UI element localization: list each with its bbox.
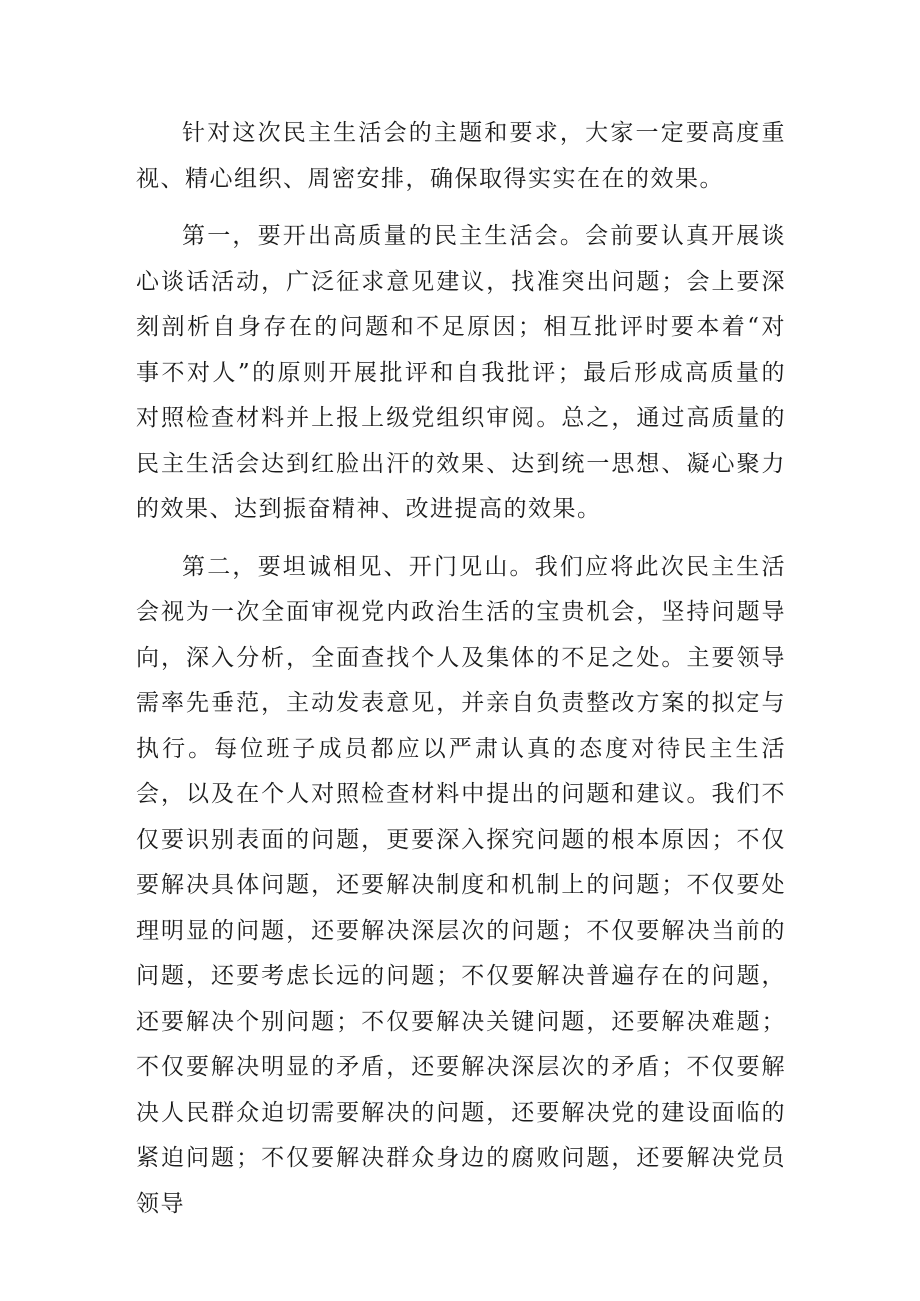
paragraph-first-point: 第一，要开出高质量的民主生活会。会前要认真开展谈心谈话活动，广泛征求意见建议，找准突出问题；会上要深刻剖析自身存在的问题和不足原因；相互批评时要本着“对事不对人”的原则开展批评和自我批评；最后形成高质量的对照检查材料并上报上级党组织审阅。总之，通过高质量的民主生活会达到红脸出汗的效果、达到统一思想、凝心聚力的效果、达到振奋精神、改进提高的效果。 (136, 223, 786, 522)
document-body (136, 111, 786, 1227)
paragraph-intro: 针对这次民主生活会的主题和要求，大家一定要高度重视、精心组织、周密安排，确保取得实实在在的效果。 (136, 120, 786, 192)
paragraph-second-point: 第二，要坦诚相见、开门见山。我们应将此次民主生活会视为一次全面审视党内政治生活的宝贵机会，坚持问题导向，深入分析，全面查找个人及集体的不足之处。主要领导需率先垂范，主动发表意见，并亲自负责整改方案的拟定与执行。每位班子成员都应以严肃认真的态度对待民主生活会，以及在个人对照检查材料中提出的问题和建议。我们不仅要识别表面的问题，更要深入探究问题的根本原因；不仅要解决具体问题，还要解决制度和机制上的问题；不仅要处理明显的问题，还要解决深层次的问题；不仅要解决当前的问题，还要考虑长远的问题；不仅要解决普遍存在的问题，还要解决个别问题；不仅要解决关键问题，还要解决难题；不仅要解决明显的矛盾，还要解决深层次的矛盾；不仅要解决人民群众迫切需要解决的问题，还要解决党的建设面临的紧迫问题；不仅要解决群众身边的腐败问题，还要解决党员领导 (136, 553, 786, 1217)
